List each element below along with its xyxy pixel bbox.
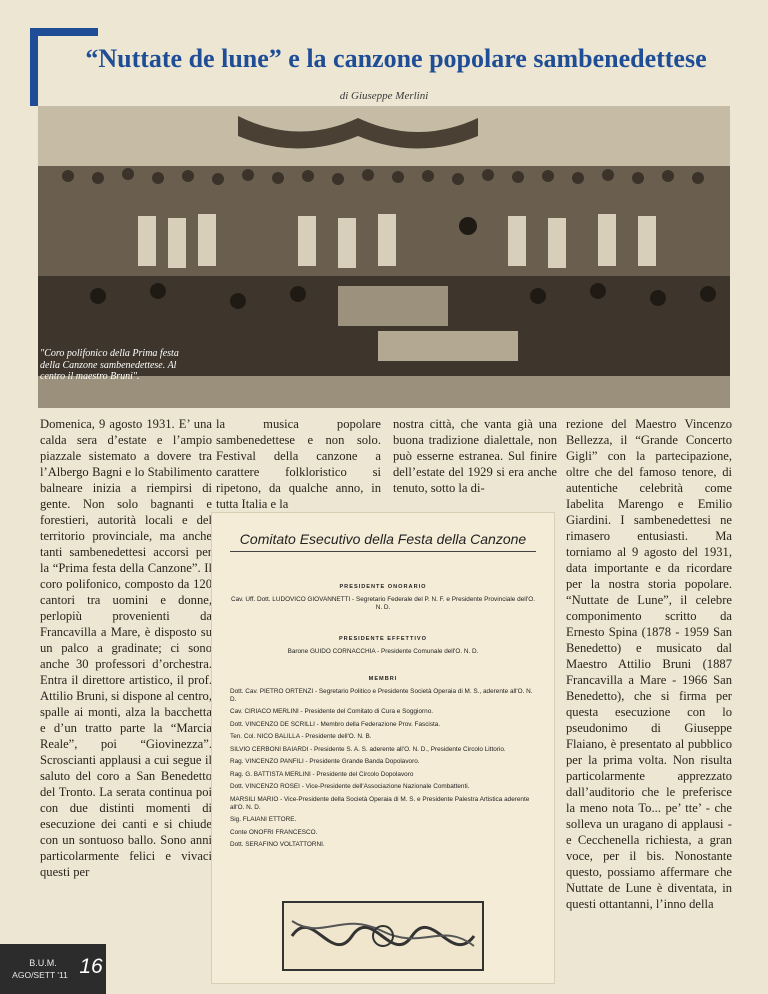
photo-caption: "Coro polifonico della Prima festa della Canzone sambenedettese. Al centro il maestro Bruni". bbox=[40, 348, 179, 382]
honorary-president-entry: Cav. Uff. Dott. LUDOVICO GIOVANNETTI - Segretario Federale del P. N. F. e Presidente Provinciale dell'O. N. D. bbox=[230, 595, 536, 611]
member-entry: MARSILI MARIO - Vice-Presidente della Società Operaia di M. S. e Presidente Palestra Artistica aderente all'O. N. D. bbox=[230, 795, 530, 811]
column-1-text: Domenica, 9 agosto 1931. E’ una calda sera d’estate e l’ampio piazzale sistemato a dovere tra l’Albergo Bagni e lo Stabilimento balneare inizia a riempirsi di gente. Non solo bagnanti e forestieri, autorità locali e del territorio provinciale, ma anche tanti sambenedettesi accorsi per la “Prima festa della Canzone”. Il coro polifonico, composto da 120 cantori tra uomini e donne, perlopiù provenienti da Francavilla a Mare, è disposto su un palco a gradinate; ci sono anche 30 professori d’orchestra. Entra il direttore artistico, il prof. Attilio Bruni, si dispone al centro, spalle ai monti, alza la bacchetta e d’un tratto parte la “Marcia Reale”, poi “Giovinezza”. Scroscianti applausi a cui segue il saluto del coro a San Benedetto del Tronto. La serata continua poi con due distinti momenti di esecuzione dei canti e si chiude con un sontuoso ballo. Sono anni particolarmente felici e vivaci questi per bbox=[40, 417, 212, 879]
member-entry: Cav. CIRIACO MERLINI - Presidente del Comitato di Cura e Soggiorno. bbox=[230, 708, 434, 715]
text-column-1 bbox=[40, 416, 212, 880]
floral-ornament-image bbox=[282, 901, 484, 971]
issue-date: AGO/SETT '11 bbox=[12, 970, 68, 980]
effective-president-entry: Barone GUIDO CORNACCHIA - Presidente Comunale dell'O. N. D. bbox=[287, 647, 479, 655]
member-entry: SILVIO CERBONI BAIARDI - Presidente S. A. S. aderente all'O. N. D., Presidente Circolo Littorio. bbox=[230, 745, 506, 753]
document-title: Comitato Esecutivo della Festa della Canzone bbox=[239, 531, 527, 547]
member-entry: Dott. SERAFINO VOLTATTORNI. bbox=[230, 841, 325, 848]
column-4-text: rezione del Maestro Vincenzo Bellezza, il “Grande Concerto Gigli” con la partecipazione, oltre che del famoso tenore, di autentiche celebrità come Iabelita Marengo e Emilio Giardini. I sambenedettesi ne rimasero entusiasti. Ma torniamo al 9 agosto del 1931, data importante e da ricordare per la nostra storia popolare. “Nuttate de Lune”, il celebre componimento scritto da Ernesto Spina (1878 - 1959 San Benedetto) e musicato dal Maestro Attilio Bruni (1887 Francavilla a Mare - 1966 San Benedetto), che si firma per questa esecuzione con lo pseudonimo di Giuseppe Flaiano, è presentato al pubblico per la prima volta. Non risulta particolarmente apprezzato dall’auditorio che le preferisce la meno nota To... pe’ tte’ - che solleva un uragano di applausi - e Cecchenella richiesta, a gran voce, per il bis. Nonostante questo, possiamo affermare che Nuttate de Lune è diventata, in questi ottantanni, l’inno della bbox=[566, 417, 732, 911]
member-entry: Dott. VINCENZO ROSEI - Vice-Presidente dell'Associazione Nazionale Combattenti. bbox=[230, 783, 470, 790]
member-entry: Rag. VINCENZO PANFILI - Presidente Grande Banda Dopolavoro. bbox=[230, 758, 420, 765]
document-ornament bbox=[282, 901, 484, 971]
magazine-name: B.U.M. bbox=[29, 958, 57, 968]
article-byline: di Giuseppe Merlini bbox=[339, 90, 429, 102]
text-column-3 bbox=[393, 416, 557, 496]
members-section bbox=[230, 675, 536, 854]
honorary-president-heading: PRESIDENTE ONORARIO bbox=[339, 584, 427, 590]
member-entry: Ten. Col. NICO BALILLA - Presidente dell'O. N. B. bbox=[230, 733, 372, 740]
document-title-rule bbox=[230, 551, 536, 552]
text-column-4 bbox=[566, 416, 732, 912]
member-entry: Rag. G. BATTISTA MERLINI - Presidente del Circolo Dopolavoro bbox=[230, 770, 414, 778]
effective-president-section bbox=[230, 635, 536, 660]
column-3-text: nostra città, che vanta già una buona tradizione dialettale, non può esserne estranea. Sul finire dell’estate del 1929 si era anche tenuto, sotto la di- bbox=[393, 417, 557, 495]
member-entry: Dott. VINCENZO DE SCRILLI - Membro della Federazione Prov. Fascista. bbox=[230, 720, 441, 728]
column-2-text: la musica popolare sambenedettese e non solo. Festival della canzone a carattere folkloristico si ripetono, da qualche anno, in tutta Italia e la bbox=[216, 417, 381, 511]
members-heading: MEMBRI bbox=[368, 676, 398, 682]
article-title: “Nuttate de lune” e la canzone popolare sambenedettese bbox=[85, 44, 707, 73]
honorary-president-section bbox=[230, 583, 536, 616]
page-number: 16 bbox=[79, 955, 103, 978]
member-entry: Sig. FLAIANI ETTORE. bbox=[230, 816, 297, 823]
member-entry: Dott. Cav. PIETRO ORTENZI - Segretario Politico e Presidente Società Operaia di M. S., aderente all'O. N. D. bbox=[230, 687, 533, 703]
committee-document bbox=[212, 513, 554, 983]
member-entry: Conte ONOFRI FRANCESCO. bbox=[230, 828, 318, 836]
text-column-2 bbox=[216, 416, 381, 512]
effective-president-heading: PRESIDENTE EFFETTIVO bbox=[338, 636, 428, 642]
